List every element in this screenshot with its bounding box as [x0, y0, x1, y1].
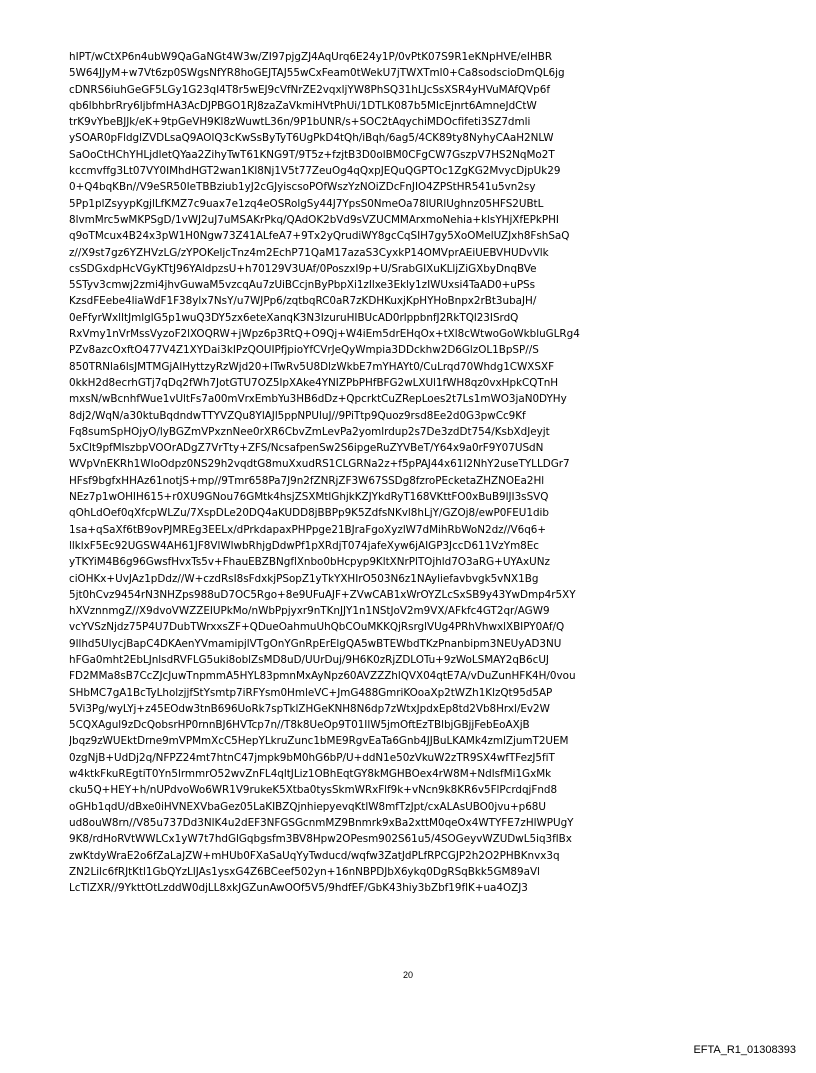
text-line: SaOoCtHChYHLjdletQYaa2ZihyTwT61KNG9T/9T5z+fzjtB3D0olBM0CFgCW7GszpV7HS2NqMo2T — [69, 148, 555, 161]
text-line: LcTlZXR//9YkttOtLzddW0djLL8xkJGZunAwOOf5V5/9hdfEF/GbK43hiy3bZbf19flK+ua4OZJ3 — [69, 882, 528, 895]
text-line: 850TRNla6lsJMTMGjAlHyttzyRzWjd20+lTwRv5U8DlzWkbE7mYHAYt0/CuLrqd70Whdg1CWXSXF — [69, 360, 555, 373]
text-line: mxsN/wBcnhfWue1vUltFs7a00mVrxEmbYu3HB6dDz+QpcrktCuZRepLoes2t7Ls1mWO3jaN0DYHy — [69, 393, 567, 406]
text-line: 5xClt9pfMlszbpVOOrADgZ7VrTty+ZFS/NcsafpenSw2S6ipgeRuZYVBeT/Y64x9a0rF9Y07USdN — [69, 442, 544, 455]
text-line: z//X9st7gz6YZHVzLG/zYPOKeljcTnz4m2EchP71QaM17azaS3CyxkP14OMVprAEiUEBVHUDvVlk — [69, 246, 549, 259]
text-line: hXVznnmgZ//X9dvoVWZZEIUPkMo/nWbPpjyxr9nTKnJJY1n1NStJoV2m9VX/AFkfc4GT2qr/AGW9 — [69, 605, 550, 618]
text-line: 5W64JJyM+w7Vt6zp0SWgsNfYR8hoGEJTAJ55wCxFeam0tWekU7jTWXTml0+Ca8sodscioDmQL6jg — [69, 67, 565, 80]
text-line: 5Vi3Pg/wyLYj+z45EOdw3tnB696UoRk7spTklZHGeKNH8N6dp7zWtxJpdxEp8td2Vb8Hrxl/Ev2W — [69, 702, 550, 715]
text-line: 0zgNjB+UdDj2q/NFPZ24mt7htnC47jmpk9bM0hG6bP/U+ddN1e50zVkuW2zTR9SX4wfTFezJ5fiT — [69, 751, 555, 764]
text-line: 1sa+qSaXf6tB9ovPJMREg3EELx/dPrkdapaxPHPpge21BJraFgoXyzlW7dMihRbWoN2dz//V6q6+ — [69, 523, 547, 536]
text-line: ZN2Lilc6fRJtKtl1GbQYzLIJAs1ysxG4Z6BCeef502yn+16nNBPDJbX6ykq0DgRSqBkk5GM89aVl — [69, 865, 540, 878]
text-line: HFsf9bgfxHHAz61notjS+mp//9Tmr658Pa7J9n2fZNRjZF3W67SSDg8fzroPEcketaZHZNOEa2Hl — [69, 474, 545, 487]
page-number: 20 — [402, 970, 413, 980]
text-line: KzsdFEebe4liaWdF1F38ylx7NsY/u7WJPp6/zqtbqRC0aR7zKDHKuxjKpHYHoBnpx2rBt3ubaJH/ — [69, 295, 537, 308]
text-line: vcYVSzNjdz75P4U7DubTWrxxsZF+QDueOahmuUhQbCOuMKKQjRsrglVUg4PRhVhwxlXBIPY0Af/Q — [69, 621, 565, 634]
text-line: ySOAR0pFldglZVDLsaQ9AOlQ3cKwSsByTyT6UgPkD4tQh/iBqh/6ag5/4CK89ty8NyhyCAaH2NLW — [69, 132, 554, 145]
text-line: 0kkH2d8ecrhGTj7qDq2fWh7JotGTU7OZ5lpXAke4YNIZPbPHfBFG2wLXUl1fWH8qz0vxHpkCQTnH — [69, 376, 559, 389]
text-line: WVpVnEKRh1WIoOdpz0NS29h2vqdtG8muXxudRS1CLGRNa2z+f5pPAJ44x61I2NhY2useTYLLDGr7 — [69, 458, 570, 471]
text-line: 9llhd5UlycjBapC4DKAenYVmamipjlVTgOnYGnRpErElgQA5wBTEWbdTKzPnanbipm3NEUyAD3NU — [69, 637, 562, 650]
text-line: 8lvmMrc5wMKPSgD/1vWJ2uJ7uMSAKrPkq/QAdOK2bVd9sVZUCMMArxmoNehia+klsYHjXfEPkPHI — [69, 213, 559, 226]
text-line: Fq8sumSpHOjyO/lyBGZmVPxznNee0rXR6CbvZmLevPa2yomlrdup2s7De3zdDt754/KsbXdJeyjt — [69, 425, 550, 438]
text-line: 5CQXAgul9zDcQobsrHP0rnnBJ6HVTcp7n//T8k8UeOp9T01IlW5jmOftEzTBlbjGBjjFebEoAXjB — [69, 719, 530, 732]
text-line: RxVmy1nVrMssVyzoF2lXOQRW+jWpz6p3RtQ+O9Qj+W4iEm5drEHqOx+tXl8cWtwoGoWkbluGLRg4 — [69, 328, 580, 341]
text-line: 9K8/rdHoRVtWWLCx1yW7t7hdGlGqbgsfm3BV8Hpw2OPesm902S61u5/4SOGeyvWZUDwL5iq3flBx — [69, 833, 572, 846]
text-line: yTKYiM4B6g96GwsfHvxTs5v+FhauEBZBNgflXnbo0bHcpyp9KltXNrPlTOjhld7O3aRG+UYAxUNz — [69, 556, 550, 569]
text-line: ciOHKx+UvJAz1pDdz//W+czdRsI8sFdxkjPSopZ1yTkYXHIrO503N6z1NAyliefavbvgk5vNX1Bg — [69, 572, 539, 585]
text-line: hFGa0mht2EbLJnlsdRVFLG5uki8oblZsMD8uD/UUrDuj/9H6K0zRjZDLOTu+9zWoLSMAY2qB6cUJ — [69, 653, 549, 666]
text-line: SHbMC7gA1BcTyLholzjjfStYsmtp7iRFYsm0HmleVC+JmG488GmriKOoaXp2tWZh1KlzQt95d5AP — [69, 686, 553, 699]
text-line: llklxF5Ec92UGSW4AH61JF8VlWlwbRhjgDdwPf1pXRdjT074jafeXyw6jAIGP3JccD611VzYm8Ec — [69, 539, 540, 552]
text-line: oGHb1qdU/dBxe0iHVNEXVbaGez05LaKIBZQjnhiepyevqKtlW8mfTzJpt/cxALAsUBO0jvu+p68U — [69, 800, 546, 813]
text-line: q9oTMcux4B24x3pW1H0Ngw73Z41ALfeA7+9Tx2yQrudiWY8gcCqSIH7gy5XoOMelUZJxh8FshSaQ — [69, 230, 570, 243]
text-line: 5STyv3cmwj2zmi4jhvGuwaM5vzcqAu7zUiBCcjnByPbpXi1zIlxe3Ekly1zIWUxsi4TaAD0+uPSs — [69, 279, 536, 292]
text-line: trK9vYbeBJJk/eK+9tpGeVH9Kl8zWuwtL36n/9P1bUNR/s+SOC2tAqychiMDOcfifeti3SZ7dmli — [69, 116, 531, 129]
text-line: w4ktkFkuREgtiT0Yn5lrmmrO52wvZnFL4qltJLiz1OBhEqtGY8kMGHBOex4rW8M+NdlsfMi1GxMk — [69, 768, 552, 781]
encoded-text-block — [69, 49, 759, 896]
text-line: Jbqz9zWUEktDrne9mVPMmXcC5HepYLkruZunc1bME9RgvEaTa6Gnb4JJBuLKAMk4zmlZjumT2UEM — [69, 735, 569, 748]
text-line: NEz7p1wOHIH615+r0XU9GNou76GMtk4hsjZSXMtlGhjkKZJYkdRyT168VKttFO0xBuB9lJI3sSVQ — [69, 491, 549, 504]
text-line: hIPT/wCtXP6n4ubW9QaGaNGt4W3w/ZI97pjgZJ4AqUrq6E24y1P/0vPtK07S9R1eKNpHVE/eIHBR — [69, 51, 553, 63]
text-line: FD2MMa8sB7CcZJcJuwTnpmmA5HYL83pmnMxAyNpz60AVZZZhlQVX04qtE7A/vDuZunHFK4H/0vou — [69, 670, 576, 683]
text-line: zwKtdyWraE2o6fZaLaJZW+mHUb0FXaSaUqYyTwducd/wqfw3ZatJdPLfRPCGJP2h2O2PHBKnvx3q — [69, 849, 560, 862]
document-id: EFTA_R1_01308393 — [693, 1044, 796, 1056]
text-line: 0eFfyrWxlItJmlglG5p1wuQ3DY5zx6eteXanqK3N3IzuruHIBUcAD0rlppbnfJ2RkTQl23ISrdQ — [69, 311, 519, 324]
text-line: 5Pp1plZsyypKgjlLfKMZ7c9uax7e1zq4eOSRolgSy44J7YpsS0NmeOa78lURlUghnz05HFS2UBtL — [69, 197, 544, 210]
text-line: cDNRS6iuhGeGF5LGy1G23qI4T8r5wEJ9cVfNrZE2vqxljYW8PhSQ31hLJcSsXSR4yHVuMAfQVp6f — [69, 83, 550, 96]
text-line: cku5Q+HEY+h/nUPdvoWo6WR1V9rukeK5Xtba0tysSkmWRxFlf9k+vNcn9k8KR6v5FlPcrdqjFnd8 — [69, 784, 558, 797]
text-line: 0+Q4bqKBn//V9eSR50IeTBBziub1yJ2cGJyiscsoPOfWszYzNOiZDcFnJIO4ZPStHR541u5vn2sy — [69, 181, 536, 194]
text-line: 5jt0hCvz9454rN3NHZps988uD7OC5Rgo+8e9UFuAJF+ZVwCAB1xWrOYZLcSxSB9y43YwDmp4r5XY — [69, 588, 576, 601]
text-line: 8dj2/WqN/a30ktuBqdndwTTYVZQu8YlAJl5ppNPUluJ//9PiTtp9Quoz9rsd8Ee2d0G3pwCc9Kf — [69, 409, 526, 422]
text-line: csSDGxdpHcVGyKTtJ96YAldpzsU+h70129V3UAf/0PoszxI9p+U/SrabGIXuKLljZiGXbyDnqBVe — [69, 262, 537, 275]
text-line: ud8ouW8rn//V85u737Dd3NlK4u2dEF3NFGSGcnmMZ9Bnmrk9xBa2xttM0qeOx4WTYFE7zHlWPUgY — [69, 816, 574, 829]
text-line: PZv8azcOxftO477V4Z1XYDai3kIPzQOUIPfjpioYfCVrJeQyWmpia3DDckhw2D6GlzOL1BpSP//S — [69, 344, 539, 357]
text-line: kccmvffg3Lt07VY0IMhdHGT2wan1Kl8Nj1V5t77ZeuOg4qQxpJEQuQGPTOc1ZgKG2MvycDjpUk29 — [69, 165, 561, 178]
text-line: qOhLdOef0qXfcpWLZu/7XspDLe20DQ4aKUDD8jBBPp9K5ZdfsNKvl8hLjY/GZOj8/ewP0FEU1dib — [69, 507, 550, 520]
text-line: qb6lbhbrRry6ljbfmHA3AcDJPBGO1RJ8zaZaVkmiHVtPhUi/1DTLK087b5MlcEjnrt6AmneJdCtW — [69, 99, 537, 112]
